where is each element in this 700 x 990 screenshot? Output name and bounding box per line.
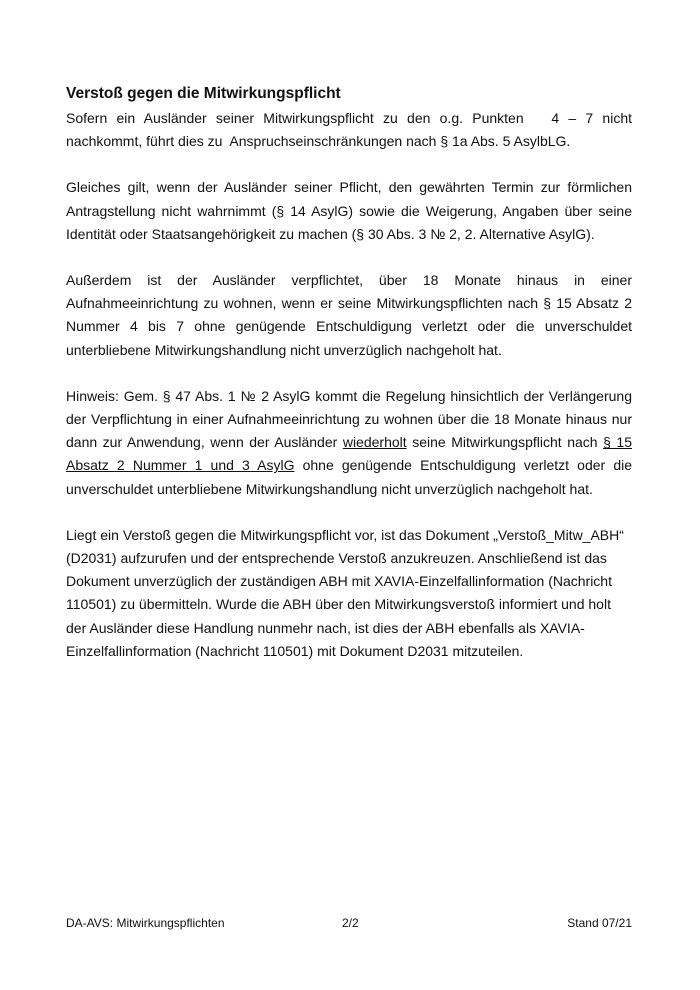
paragraph-4-text-3: ohne genügende Entschuldigung verletzt oder die unverschuldet unterbliebene Mitwirkungshandlung nicht unverzüglich nachgeholt hat. (66, 457, 632, 497)
section-heading: Verstoß gegen die Mitwirkungspflicht (66, 85, 341, 102)
paragraph-4-text-1: Hinweis: Gem. § 47 Abs. 1 № 2 AsylG kommt die Regelung hinsichtlich der Verlängerung der Verpflichtung in einer Aufnahmeeinrichtung zu wohnen über die 18 Monate hinaus nur dann zur Anwendung, wenn der Ausländer (66, 387, 632, 451)
footer-version: Stand 07/21 (567, 916, 632, 930)
paragraph-2: Gleiches gilt, wenn der Ausländer seiner Pflicht, den gewährten Termin zur förmlichen Antragstellung nicht wahrnimmt (§ 14 AsylG) sowie die Weigerung, Angaben über seine Identität oder Staatsangehörigkeit zu machen (§ 30 Abs. 3 № 2, 2. Alternative AsylG). (66, 179, 632, 242)
paragraph-4 (66, 385, 632, 501)
document-body (66, 84, 632, 686)
paragraph-5: Liegt ein Verstoß gegen die Mitwirkungspflicht vor, ist das Dokument „Verstoß_Mitw_ABH“ (D2031) aufzurufen und der entsprechende Verstoß anzukreuzen. Anschließend ist das Dokument unverzüglich der zuständigen ABH mit XAVIA-Einzelfallinformation (Nachricht 110501) zu übermitteln. Wurde die ABH über den Mitwirkungsverstoß informiert und holt der Ausländer diese Handlung nunmehr nach, ist dies der ABH ebenfalls als XAVIA-Einzelfallinformation (Nachricht 110501) mit Dokument D2031 mitzuteilen. (66, 526, 624, 659)
paragraph-1: Sofern ein Ausländer seiner Mitwirkungspflicht zu den o.g. Punkten 4 – 7 nicht nachkommt, führt dies zu Anspruchseinschränkungen nach § 1a Abs. 5 AsylbLG. (66, 110, 632, 150)
emphasis-wiederholt: wiederholt (342, 434, 407, 451)
paragraph-3: Außerdem ist der Ausländer verpflichtet, über 18 Monate hinaus in einer Aufnahmeeinrichtung zu wohnen, wenn er seine Mitwirkungspflichten nach § 15 Absatz 2 Nummer 4 bis 7 ohne genügende Entschuldigung verletzt oder die unverschuldet unterbliebene Mitwirkungshandlung nicht unverzüglich nachgeholt hat. (66, 272, 632, 358)
footer-page-number: 2/2 (342, 916, 359, 930)
footer-document-title: DA-AVS: Mitwirkungspflichten (66, 916, 225, 930)
legal-reference-link[interactable]: § 15 Absatz 2 Nummer 1 und 3 AsylG (66, 434, 632, 474)
paragraph-4-text-2: seine Mitwirkungspflicht nach (406, 434, 604, 451)
